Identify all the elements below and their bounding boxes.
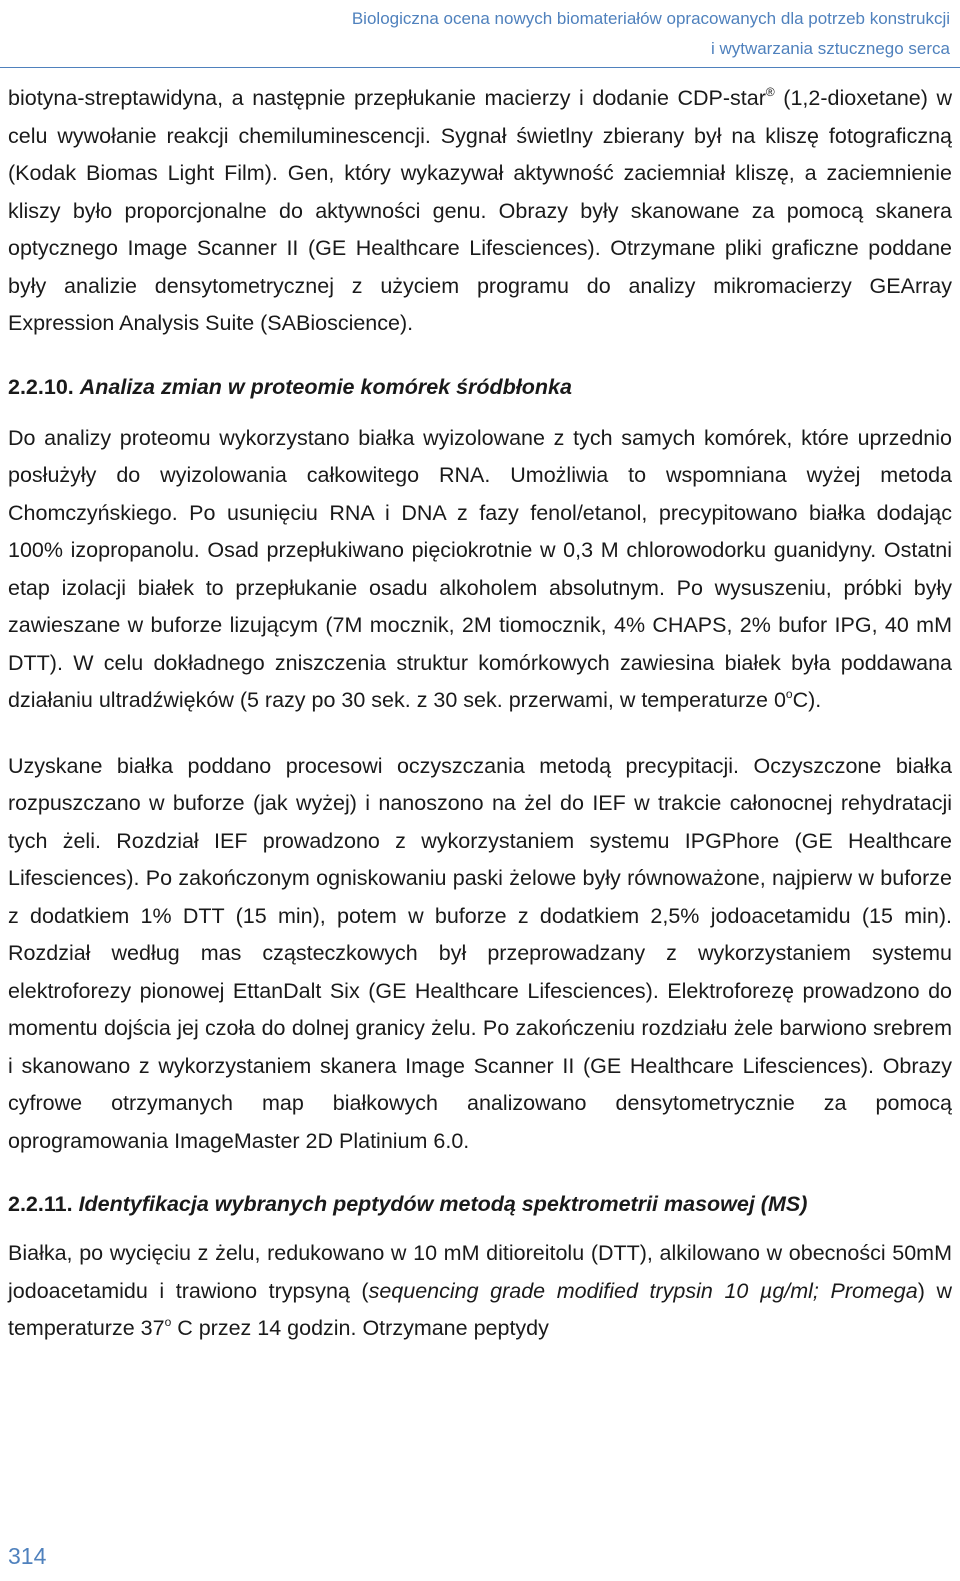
paragraph-text: C). [792,688,822,712]
section-title: Analiza zmian w proteomie komórek śródbłonka [79,374,572,399]
running-header [352,4,950,64]
section-number: 2.2.11. [8,1192,73,1216]
paragraph-peptide-digestion [8,1235,952,1348]
paragraph-microarray-detection [8,80,952,343]
paragraph-text: C przez 14 godzin. Otrzymane peptydy [171,1316,549,1340]
registered-mark: ® [765,85,775,99]
running-header-line-2: i wytwarzania sztucznego serca [710,39,950,58]
degree-mark: o [164,1315,172,1329]
paragraph-text: biotyna-streptawidyna, a następnie przepłukanie macierzy i dodanie CDP-star [8,86,766,110]
paragraph-text: (1,2-dioxetane) w celu wywołanie reakcji chemiluminescencji. Sygnał świetlny zbierany był na kliszę fotograficzną (Kodak Biomas Light Film). Gen, który wykazywał aktywność zaciemniał kliszę, a zaciemnienie kliszy było proporcjonalne do aktywności genu. Obrazy były skanowane za pomocą skanera optycznego Image Scanner II (GE Healthcare Lifesciences). Otrzymane pliki graficzne poddane były analizie densytometrycznej z użyciem programu do analizy mikromacierzy GEArray Expression Analysis Suite (SABioscience). [8,86,952,335]
paragraph-proteome-isolation [8,420,952,720]
paragraph-text: Białka, po wycięciu z żelu, redukowano w 10 mM ditioreitolu (DTT), alkilowano w obecności 50mM jodoacetamidu i trawiono trypsyną ( [8,1241,952,1303]
header-divider [0,67,960,68]
section-number: 2.2.10. [8,374,74,399]
section-heading-2-2-10 [8,369,952,406]
running-header-line-1: Biologiczna ocena nowych biomateriałów opracowanych dla potrzeb konstrukcji [351,9,950,28]
paragraph-protein-separation: Uzyskane białka poddano procesowi oczyszczania metodą precypitacji. Oczyszczone białka rozpuszczano w buforze (jak wyżej) i nanoszono na żel do IEF w trakcie całonocnej rehydratacji tych żeli. Rozdział IEF prowadzono z wykorzystaniem systemu IPGPhore (GE Healthcare Lifesciences). Po zakończonym ogniskowaniu paski żelowe były równoważone, najpierw w buforze z dodatkiem 1% DTT (15 min), potem w buforze z dodatkiem 2,5% jodoacetamidu (15 min). Rozdział według mas cząsteczkowych był przeprowadzany z wykorzystaniem systemu elektroforezy pionowej EttanDalt Six (GE Healthcare Lifesciences). Elektroforezę prowadzono do momentu dojścia jej czoła do dolnej granicy żelu. Po zakończeniu rozdziału żele barwiono srebrem i skanowano z wykorzystaniem skanera Image Scanner II (GE Healthcare Lifesciences). Obrazy cyfrowe otrzymanych map białkowych analizowano densytometrycznie za pomocą oprogramowania ImageMaster 2D Platinium 6.0. [8,753,952,1153]
paragraph-italic-text: sequencing grade modified trypsin 10 µg/ml; Promega [368,1278,918,1303]
paragraph-text: Do analizy proteomu wykorzystano białka wyizolowane z tych samych komórek, które uprzednio posłużyły do wyizolowania całkowitego RNA. Umożliwia to wspomniana wyżej metoda Chomczyńskiego. Po usunięciu RNA i DNA z fazy fenol/etanol, precypitowano białka dodając 100% izopropanolu. Osad przepłukiwano pięciokrotnie w 0,3 M chlorowodorku guanidyny. Ostatni etap izolacji białek to przepłukanie osadu alkoholem absolutnym. Po wysuszeniu, próbki były zawieszane w buforze lizującym (7M mocznik, 2M tiomocznik, 4% CHAPS, 2% bufor IPG, 40 mM DTT). W celu dokładnego zniszczenia struktur komórkowych zawiesina białek była poddawana działaniu ultradźwięków (5 razy po 30 sek. z 30 sek. przerwami, w temperaturze 0 [8,425,952,712]
section-title: Identyfikacja wybranych peptydów metodą spektrometrii masowej (MS) [78,1192,808,1216]
degree-mark: o [785,687,793,701]
section-heading-2-2-11 [8,1186,952,1223]
page-body [8,80,952,1348]
paragraph-text: ) w temperaturze 37 [8,1278,952,1340]
page-number: 314 [8,1543,47,1569]
